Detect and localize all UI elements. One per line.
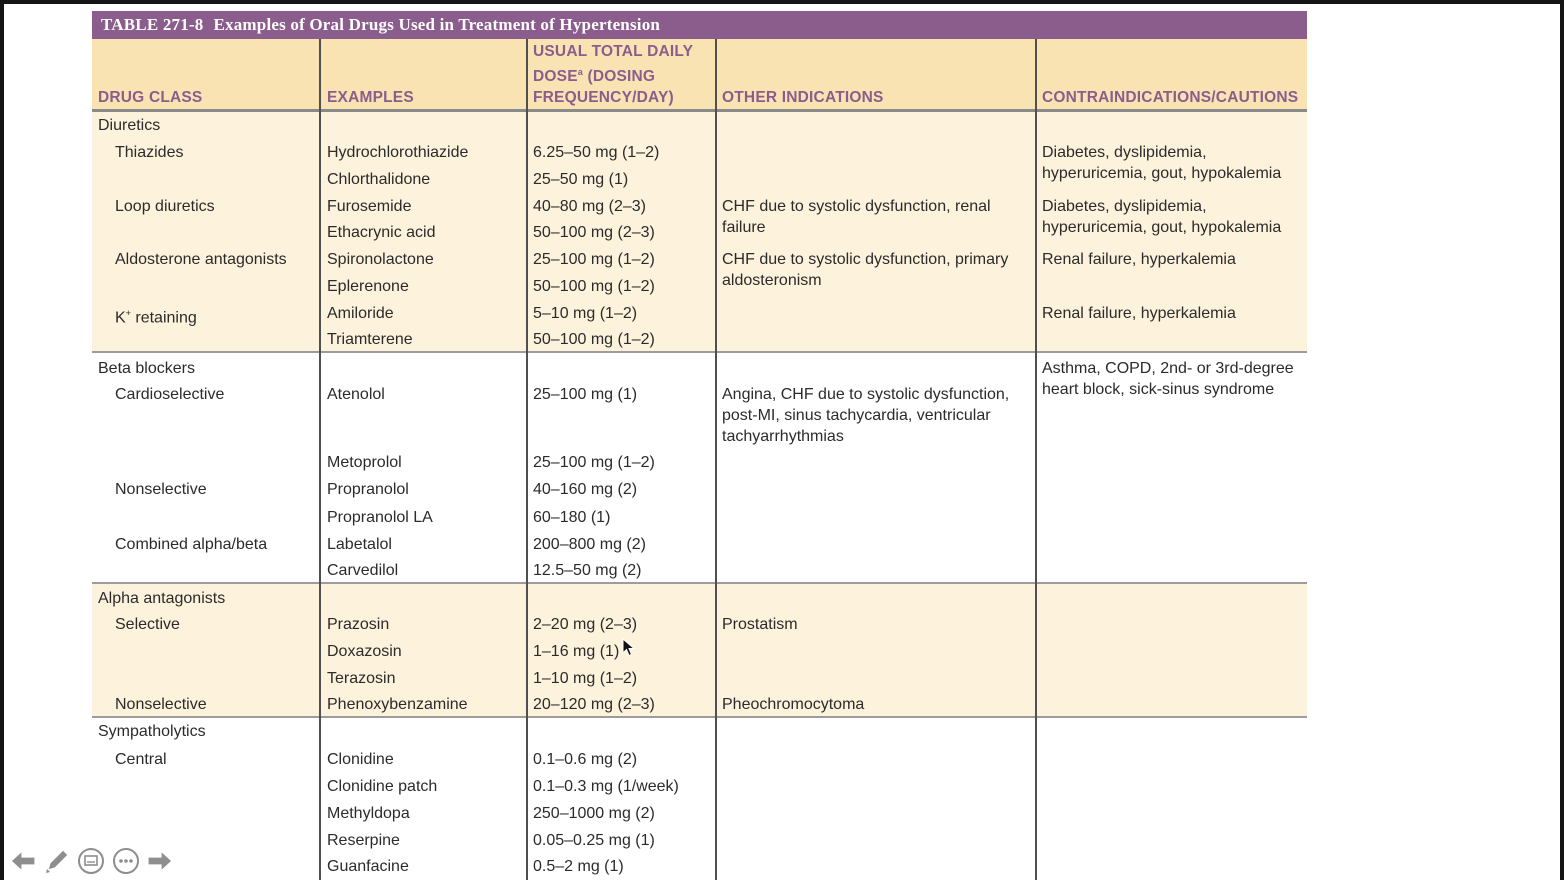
arrow-right-icon[interactable] [145, 846, 175, 876]
group-sympatholytics: Sympatholytics [98, 723, 206, 740]
header-other-indications: OTHER INDICATIONS [722, 89, 884, 106]
drug-clonidine-patch: Clonidine patch [327, 778, 438, 795]
drug-ethacrynic-acid: Ethacrynic acid [327, 224, 436, 241]
indication-alpha-selective: Prostatism [722, 616, 798, 633]
table-header-row [92, 39, 1307, 110]
window-left-edge [0, 0, 4, 880]
arrow-left-icon[interactable] [8, 846, 38, 876]
subclass-alpha-selective: Selective [115, 616, 180, 633]
dose-prazosin: 2–20 mg (2–3) [533, 616, 638, 633]
drug-clonidine: Clonidine [327, 751, 394, 768]
dose-eplerenone: 50–100 mg (1–2) [533, 278, 655, 295]
drug-reserpine: Reserpine [327, 832, 400, 849]
window-right-edge [1560, 0, 1564, 880]
dose-furosemide: 40–80 mg (2–3) [533, 198, 646, 215]
drug-spironolactone: Spironolactone [327, 251, 434, 268]
drug-doxazosin: Doxazosin [327, 643, 402, 660]
drug-prazosin: Prazosin [327, 616, 390, 633]
more-icon[interactable] [111, 846, 141, 876]
mouse-cursor-icon [622, 638, 636, 658]
indication-alpha-nonselective: Pheochromocytoma [722, 696, 865, 713]
drug-eplerenone: Eplerenone [327, 278, 409, 295]
subtitles-icon[interactable] [76, 846, 106, 876]
group-alpha-antagonists: Alpha antagonists [98, 590, 226, 607]
caution-aldosterone: Renal failure, hyperkalemia [1042, 251, 1236, 268]
slideshow-controls [8, 846, 178, 876]
group-diuretics: Diuretics [98, 117, 161, 134]
dose-ethacrynic-acid: 50–100 mg (2–3) [533, 224, 655, 241]
pen-icon[interactable] [42, 846, 72, 876]
dose-propranolol: 40–160 mg (2) [533, 481, 638, 498]
column-divider [1035, 39, 1037, 880]
dose-clonidine-patch: 0.1–0.3 mg (1/week) [533, 778, 679, 795]
dose-methyldopa: 250–1000 mg (2) [533, 805, 655, 822]
dose-clonidine: 0.1–0.6 mg (2) [533, 751, 638, 768]
dose-reserpine: 0.05–0.25 mg (1) [533, 832, 655, 849]
indication-aldosterone: CHF due to systolic dysfunction, primary aldosteronism [722, 251, 1009, 289]
dose-doxazosin: 1–16 mg (1) [533, 643, 620, 660]
dose-atenolol: 25–100 mg (1) [533, 386, 638, 403]
dose-labetalol: 200–800 mg (2) [533, 536, 646, 553]
band-alpha-antagonists [92, 584, 1307, 717]
subclass-beta-nonselective: Nonselective [115, 481, 207, 498]
caution-beta-blockers: Asthma, COPD, 2nd- or 3rd-degree heart block, sick-sinus syndrome [1042, 360, 1294, 398]
caution-loop: Diabetes, dyslipidemia, hyperuricemia, gout, hypokalemia [1042, 198, 1282, 236]
header-drug-class: DRUG CLASS [98, 89, 203, 106]
subclass-cardioselective: Cardioselective [115, 386, 225, 403]
column-divider [319, 39, 321, 880]
subclass-aldosterone-antagonists: Aldosterone antagonists [115, 251, 287, 268]
drug-triamterene: Triamterene [327, 331, 413, 348]
drug-guanfacine: Guanfacine [327, 858, 409, 875]
subclass-alpha-nonselective: Nonselective [115, 696, 207, 713]
caution-k-retaining: Renal failure, hyperkalemia [1042, 305, 1236, 322]
window-top-edge [0, 0, 1564, 4]
drug-chlorthalidone: Chlorthalidone [327, 171, 431, 188]
drug-propranolol-la: Propranolol LA [327, 509, 433, 526]
dose-propranolol-la: 60–180 (1) [533, 509, 611, 526]
subclass-thiazides: Thiazides [115, 144, 184, 161]
dose-chlorthalidone: 25–50 mg (1) [533, 171, 629, 188]
dose-guanfacine: 0.5–2 mg (1) [533, 858, 624, 875]
subclass-central: Central [115, 751, 167, 768]
drug-furosemide: Furosemide [327, 198, 412, 215]
subclass-combined-alpha-beta: Combined alpha/beta [115, 536, 268, 553]
drug-hydrochlorothiazide: Hydrochlorothiazide [327, 144, 469, 161]
drug-terazosin: Terazosin [327, 670, 396, 687]
subclass-k-retaining: K+ retaining [115, 308, 197, 327]
subclass-loop-diuretics: Loop diuretics [115, 198, 215, 215]
table-number: TABLE 271-8 [101, 15, 204, 34]
slide-table [92, 11, 1307, 880]
dose-terazosin: 1–10 mg (1–2) [533, 670, 638, 687]
drug-metoprolol: Metoprolol [327, 454, 402, 471]
band-sympatholytics [92, 718, 1307, 880]
drug-labetalol: Labetalol [327, 536, 392, 553]
dose-phenoxybenzamine: 20–120 mg (2–3) [533, 696, 655, 713]
drug-amiloride: Amiloride [327, 305, 394, 322]
dose-carvedilol: 12.5–50 mg (2) [533, 562, 642, 579]
column-divider [526, 39, 528, 880]
indication-cardioselective: Angina, CHF due to systolic dysfunction, post-MI, sinus tachycardia, ventricular tachyarrhythmias [722, 386, 1010, 445]
dose-metoprolol: 25–100 mg (1–2) [533, 454, 655, 471]
dose-triamterene: 50–100 mg (1–2) [533, 331, 655, 348]
header-examples: EXAMPLES [327, 89, 414, 106]
dose-amiloride: 5–10 mg (1–2) [533, 305, 638, 322]
dose-spironolactone: 25–100 mg (1–2) [533, 251, 655, 268]
drug-phenoxybenzamine: Phenoxybenzamine [327, 696, 468, 713]
header-contraindications: CONTRAINDICATIONS/CAUTIONS [1042, 89, 1299, 106]
drug-propranolol: Propranolol [327, 481, 409, 498]
drug-atenolol: Atenolol [327, 386, 385, 403]
table-title-bar [92, 11, 1307, 39]
indication-loop: CHF due to systolic dysfunction, renal failure [722, 198, 991, 236]
column-divider [715, 39, 717, 880]
header-dose: USUAL TOTAL DAILY DOSE$^a$ (DOSING FREQUENCY/DAY) [533, 42, 694, 106]
drug-carvedilol: Carvedilol [327, 562, 399, 579]
drug-methyldopa: Methyldopa [327, 805, 410, 822]
group-beta-blockers: Beta blockers [98, 360, 195, 377]
table-title: Examples of Oral Drugs Used in Treatment of Hypertension [213, 15, 661, 34]
dose-hydrochlorothiazide: 6.25–50 mg (1–2) [533, 144, 660, 161]
caution-thiazides: Diabetes, dyslipidemia, hyperuricemia, gout, hypokalemia [1042, 144, 1282, 182]
